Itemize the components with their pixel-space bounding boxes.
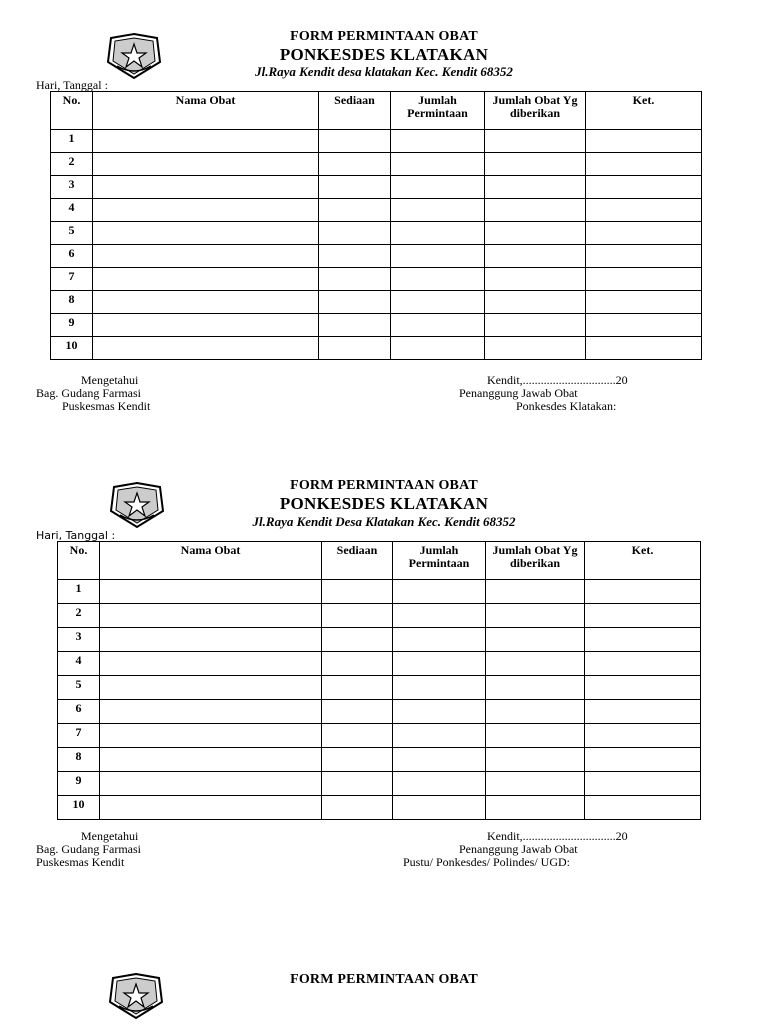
notes-cell[interactable] xyxy=(585,628,701,652)
medicine-name-cell[interactable] xyxy=(93,176,319,199)
form-subtitle: PONKESDES KLATAKAN xyxy=(279,494,489,513)
requested-qty-cell[interactable] xyxy=(393,676,486,700)
given-qty-cell[interactable] xyxy=(485,130,586,153)
medicine-name-cell[interactable] xyxy=(100,748,322,772)
row-number: 3 xyxy=(58,628,100,652)
medicine-name-cell[interactable] xyxy=(93,153,319,176)
given-qty-cell[interactable] xyxy=(485,199,586,222)
column-header-given-qty: Jumlah Obat Yg diberikan xyxy=(485,92,586,130)
form-title: FORM PERMINTAAN OBAT xyxy=(290,29,478,44)
given-qty-cell[interactable] xyxy=(486,796,585,820)
table-row xyxy=(51,245,702,268)
ponkesdes-label: Ponkesdes Klatakan: xyxy=(516,399,617,413)
notes-cell[interactable] xyxy=(585,700,701,724)
row-number: 6 xyxy=(58,700,100,724)
place-date-line: Kendit,...............................20 xyxy=(487,373,628,387)
given-qty-cell[interactable] xyxy=(486,604,585,628)
table-row xyxy=(51,176,702,199)
notes-cell[interactable] xyxy=(585,724,701,748)
given-qty-cell[interactable] xyxy=(485,245,586,268)
requested-qty-cell[interactable] xyxy=(391,153,485,176)
row-number: 2 xyxy=(51,153,93,176)
notes-cell[interactable] xyxy=(586,245,702,268)
table-row xyxy=(58,676,701,700)
table-row xyxy=(51,291,702,314)
requested-qty-cell[interactable] xyxy=(391,176,485,199)
notes-cell[interactable] xyxy=(586,291,702,314)
notes-cell[interactable] xyxy=(585,580,701,604)
medicine-name-cell[interactable] xyxy=(100,580,322,604)
table-row xyxy=(58,772,701,796)
requested-qty-cell[interactable] xyxy=(393,652,486,676)
row-number: 8 xyxy=(51,291,93,314)
notes-cell[interactable] xyxy=(585,676,701,700)
notes-cell[interactable] xyxy=(586,314,702,337)
medicine-name-cell[interactable] xyxy=(93,337,319,360)
dosage-form-cell[interactable] xyxy=(322,604,393,628)
requested-qty-cell[interactable] xyxy=(391,199,485,222)
medicine-request-table xyxy=(50,91,702,360)
acknowledged-label: Mengetahui xyxy=(81,829,139,843)
notes-cell[interactable] xyxy=(586,199,702,222)
row-number: 8 xyxy=(58,748,100,772)
dosage-form-cell[interactable] xyxy=(319,176,391,199)
row-number: 2 xyxy=(58,604,100,628)
notes-cell[interactable] xyxy=(585,772,701,796)
date-field-label: Hari, Tanggal : xyxy=(36,529,116,542)
dosage-form-cell[interactable] xyxy=(322,796,393,820)
given-qty-cell[interactable] xyxy=(486,748,585,772)
table-row xyxy=(51,337,702,360)
medicine-request-table xyxy=(57,541,701,820)
row-number: 3 xyxy=(51,176,93,199)
dosage-form-cell[interactable] xyxy=(322,628,393,652)
row-number: 5 xyxy=(58,676,100,700)
column-header-no: No. xyxy=(51,92,93,130)
column-header-no: No. xyxy=(58,542,100,580)
given-qty-cell[interactable] xyxy=(485,153,586,176)
notes-cell[interactable] xyxy=(586,222,702,245)
table-row xyxy=(51,268,702,291)
dosage-form-cell[interactable] xyxy=(319,222,391,245)
responsible-person-label: Penanggung Jawab Obat xyxy=(459,842,578,856)
requested-qty-cell[interactable] xyxy=(391,268,485,291)
given-qty-cell[interactable] xyxy=(485,291,586,314)
date-field-label: Hari, Tanggal : xyxy=(36,78,108,92)
dosage-form-cell[interactable] xyxy=(322,772,393,796)
notes-cell[interactable] xyxy=(585,652,701,676)
dosage-form-cell[interactable] xyxy=(319,291,391,314)
requested-qty-cell[interactable] xyxy=(393,580,486,604)
requested-qty-cell[interactable] xyxy=(393,724,486,748)
requested-qty-cell[interactable] xyxy=(393,628,486,652)
requested-qty-cell[interactable] xyxy=(391,314,485,337)
requested-qty-cell[interactable] xyxy=(391,130,485,153)
dosage-form-cell[interactable] xyxy=(319,268,391,291)
medicine-name-cell[interactable] xyxy=(100,724,322,748)
table-row xyxy=(58,628,701,652)
row-number: 9 xyxy=(58,772,100,796)
column-header-given-qty: Jumlah Obat Yg diberikan xyxy=(486,542,585,580)
given-qty-cell[interactable] xyxy=(485,268,586,291)
requested-qty-cell[interactable] xyxy=(391,337,485,360)
medicine-name-cell[interactable] xyxy=(100,796,322,820)
dosage-form-cell[interactable] xyxy=(319,314,391,337)
acknowledged-label: Mengetahui xyxy=(81,373,139,387)
given-qty-cell[interactable] xyxy=(486,580,585,604)
table-row xyxy=(51,222,702,245)
notes-cell[interactable] xyxy=(586,176,702,199)
given-qty-cell[interactable] xyxy=(486,652,585,676)
medicine-name-cell[interactable] xyxy=(93,199,319,222)
column-header-dosage-form: Sediaan xyxy=(319,92,391,130)
requested-qty-cell[interactable] xyxy=(393,700,486,724)
responsible-person-label: Penanggung Jawab Obat xyxy=(459,386,578,400)
row-number: 1 xyxy=(58,580,100,604)
pharmacy-warehouse-label: Bag. Gudang Farmasi xyxy=(36,386,141,400)
given-qty-cell[interactable] xyxy=(486,700,585,724)
requested-qty-cell[interactable] xyxy=(391,245,485,268)
requested-qty-cell[interactable] xyxy=(393,796,486,820)
form-address: Jl.Raya Kendit desa klatakan Kec. Kendit 68352 xyxy=(255,64,513,79)
notes-cell[interactable] xyxy=(585,604,701,628)
dosage-form-cell[interactable] xyxy=(319,199,391,222)
form-title: FORM PERMINTAAN OBAT xyxy=(290,972,478,987)
table-row xyxy=(58,748,701,772)
notes-cell[interactable] xyxy=(585,748,701,772)
dosage-form-cell[interactable] xyxy=(319,245,391,268)
puskesmas-label: Puskesmas Kendit xyxy=(62,399,151,413)
table-row xyxy=(58,724,701,748)
notes-cell[interactable] xyxy=(586,130,702,153)
row-number: 6 xyxy=(51,245,93,268)
dosage-form-cell[interactable] xyxy=(319,130,391,153)
table-row xyxy=(58,580,701,604)
medicine-name-cell[interactable] xyxy=(100,604,322,628)
medicine-name-cell[interactable] xyxy=(93,245,319,268)
column-header-requested-qty: Jumlah Permintaan xyxy=(391,92,485,130)
form-subtitle: PONKESDES KLATAKAN xyxy=(279,45,489,64)
requested-qty-cell[interactable] xyxy=(393,604,486,628)
place-date-line: Kendit,...............................20 xyxy=(487,829,628,843)
requested-qty-cell[interactable] xyxy=(391,222,485,245)
column-header-dosage-form: Sediaan xyxy=(322,542,393,580)
dosage-form-cell[interactable] xyxy=(322,724,393,748)
puskesmas-label: Puskesmas Kendit xyxy=(36,855,125,869)
medicine-name-cell[interactable] xyxy=(93,291,319,314)
requested-qty-cell[interactable] xyxy=(391,291,485,314)
notes-cell[interactable] xyxy=(586,268,702,291)
given-qty-cell[interactable] xyxy=(486,676,585,700)
given-qty-cell[interactable] xyxy=(485,222,586,245)
medicine-name-cell[interactable] xyxy=(93,222,319,245)
table-row xyxy=(51,153,702,176)
column-header-notes: Ket. xyxy=(585,542,701,580)
given-qty-cell[interactable] xyxy=(486,724,585,748)
row-number: 10 xyxy=(58,796,100,820)
row-number: 1 xyxy=(51,130,93,153)
dosage-form-cell[interactable] xyxy=(322,748,393,772)
column-header-notes: Ket. xyxy=(586,92,702,130)
medicine-name-cell[interactable] xyxy=(100,628,322,652)
form-title: FORM PERMINTAAN OBAT xyxy=(290,478,478,493)
notes-cell[interactable] xyxy=(586,337,702,360)
row-number: 7 xyxy=(58,724,100,748)
column-header-medicine-name: Nama Obat xyxy=(100,542,322,580)
column-header-requested-qty: Jumlah Permintaan xyxy=(393,542,486,580)
medicine-name-cell[interactable] xyxy=(93,314,319,337)
requested-qty-cell[interactable] xyxy=(393,772,486,796)
row-number: 9 xyxy=(51,314,93,337)
dosage-form-cell[interactable] xyxy=(319,337,391,360)
table-row xyxy=(58,652,701,676)
requested-qty-cell[interactable] xyxy=(393,748,486,772)
given-qty-cell[interactable] xyxy=(485,314,586,337)
given-qty-cell[interactable] xyxy=(485,337,586,360)
medicine-name-cell[interactable] xyxy=(100,772,322,796)
dosage-form-cell[interactable] xyxy=(322,652,393,676)
table-row xyxy=(51,199,702,222)
table-row xyxy=(58,604,701,628)
pharmacy-warehouse-label: Bag. Gudang Farmasi xyxy=(36,842,141,856)
medicine-name-cell[interactable] xyxy=(100,676,322,700)
dosage-form-cell[interactable] xyxy=(322,676,393,700)
dosage-form-cell[interactable] xyxy=(319,153,391,176)
given-qty-cell[interactable] xyxy=(485,176,586,199)
table-row xyxy=(51,314,702,337)
form-address: Jl.Raya Kendit Desa Klatakan Kec. Kendit 68352 xyxy=(252,514,516,529)
row-number: 10 xyxy=(51,337,93,360)
medicine-name-cell[interactable] xyxy=(100,652,322,676)
given-qty-cell[interactable] xyxy=(486,628,585,652)
row-number: 4 xyxy=(51,199,93,222)
row-number: 7 xyxy=(51,268,93,291)
notes-cell[interactable] xyxy=(585,796,701,820)
dosage-form-cell[interactable] xyxy=(322,700,393,724)
column-header-medicine-name: Nama Obat xyxy=(93,92,319,130)
dosage-form-cell[interactable] xyxy=(322,580,393,604)
notes-cell[interactable] xyxy=(586,153,702,176)
table-row xyxy=(51,130,702,153)
unit-label: Pustu/ Ponkesdes/ Polindes/ UGD: xyxy=(403,855,571,869)
table-row xyxy=(58,796,701,820)
row-number: 4 xyxy=(58,652,100,676)
given-qty-cell[interactable] xyxy=(486,772,585,796)
medicine-name-cell[interactable] xyxy=(100,700,322,724)
row-number: 5 xyxy=(51,222,93,245)
medicine-name-cell[interactable] xyxy=(93,268,319,291)
medicine-name-cell[interactable] xyxy=(93,130,319,153)
table-row xyxy=(58,700,701,724)
